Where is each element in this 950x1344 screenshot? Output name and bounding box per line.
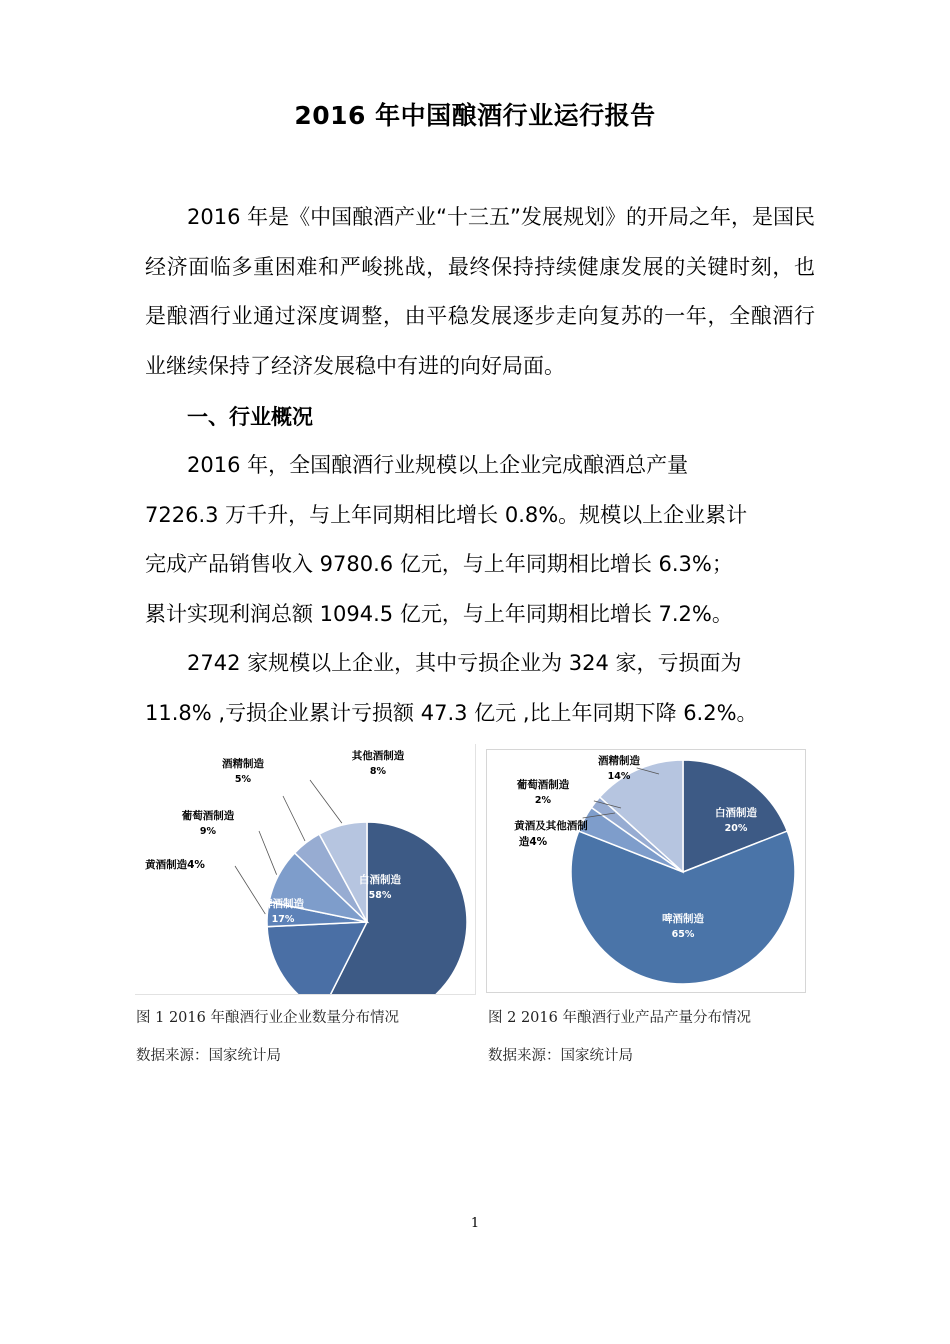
page-number: 1 <box>470 1216 480 1231</box>
figure1-caption: 图 1 2016 年酿酒行业企业数量分布情况 <box>136 1010 399 1026</box>
chart2-slice-percent: 65% <box>671 929 695 940</box>
figure2-caption: 图 2 2016 年酿酒行业产品产量分布情况 <box>488 1010 751 1026</box>
chart1-slice-percent: 8% <box>369 766 387 777</box>
chart1-slice-label: 黄酒制造4% <box>145 859 205 871</box>
paragraph-line: 2742 家规模以上企业，其中亏损企业为 324 家，亏损面为 <box>187 651 742 675</box>
paragraph-line: 7226.3 万千升，与上年同期相比增长 0.8%。规模以上企业累计 <box>145 503 748 527</box>
chart1-slice-percent: 5% <box>234 774 252 785</box>
chart2-slice-percent: 20% <box>724 823 748 834</box>
chart2-slice-label: 啤酒制造 <box>662 913 704 925</box>
figure1-chart <box>135 744 476 995</box>
figure2-chart <box>486 749 806 993</box>
chart2-slice-label: 葡萄酒制造 <box>516 779 570 791</box>
chart1-slice-label: 啤酒制造 <box>262 898 304 910</box>
chart2-slice-percent: 2% <box>534 795 552 806</box>
chart2-slice-label: 黄酒及其他酒制 <box>514 820 588 832</box>
chart1-slice-label: 白酒制造 <box>359 874 401 886</box>
chart1-slice-percent: 17% <box>271 914 295 925</box>
paragraph-line: 2016 年，全国酿酒行业规模以上企业完成酿酒总产量 <box>187 453 689 477</box>
chart1-slice-label: 葡萄酒制造 <box>181 810 235 822</box>
chart1-leader-line <box>283 796 305 841</box>
chart1-leader-line <box>235 866 265 914</box>
chart2-slice-percent: 14% <box>607 771 631 782</box>
figure2-source: 数据来源：国家统计局 <box>488 1048 633 1064</box>
figure1-pie-svg <box>135 744 475 994</box>
chart1-leader-line <box>259 831 277 875</box>
chart2-slice-label: 酒精制造 <box>598 755 640 767</box>
paragraph-line: 完成产品销售收入 9780.6 亿元，与上年同期相比增长 6.3%； <box>145 552 733 576</box>
paragraph-line: 累计实现利润总额 1094.5 亿元，与上年同期相比增长 7.2%。 <box>145 602 733 626</box>
section-heading-overview: 一、行业概况 <box>187 405 313 429</box>
chart1-leader-line <box>310 780 342 823</box>
chart1-slice-percent: 58% <box>368 890 392 901</box>
figure1-source: 数据来源：国家统计局 <box>136 1048 281 1064</box>
paragraph-line: 11.8% ,亏损企业累计亏损额 47.3 亿元 ,比上年同期下降 6.2%。 <box>145 701 758 725</box>
chart1-slice-label: 酒精制造 <box>222 758 264 770</box>
figure2-pie-svg <box>487 750 805 992</box>
chart1-slice-label: 其他酒制造 <box>351 750 405 762</box>
intro-paragraph: 2016 年是《中国酿酒产业“十三五”发展规划》的开局之年，是国民经济面临多重困难和严峻挑战，最终保持持续健康发展的关键时刻，也是酿酒行业通过深度调整，由平稳发展逐步走向复苏的一年，全酿酒行业继续保持了经济发展稳中有进的向好局面。 <box>145 205 815 378</box>
document-title: 2016 年中国酿酒行业运行报告 <box>294 101 656 130</box>
chart2-slice-label: 白酒制造 <box>715 807 757 819</box>
chart1-slice-percent: 9% <box>199 826 217 837</box>
chart2-slice-label: 造4% <box>518 836 548 848</box>
